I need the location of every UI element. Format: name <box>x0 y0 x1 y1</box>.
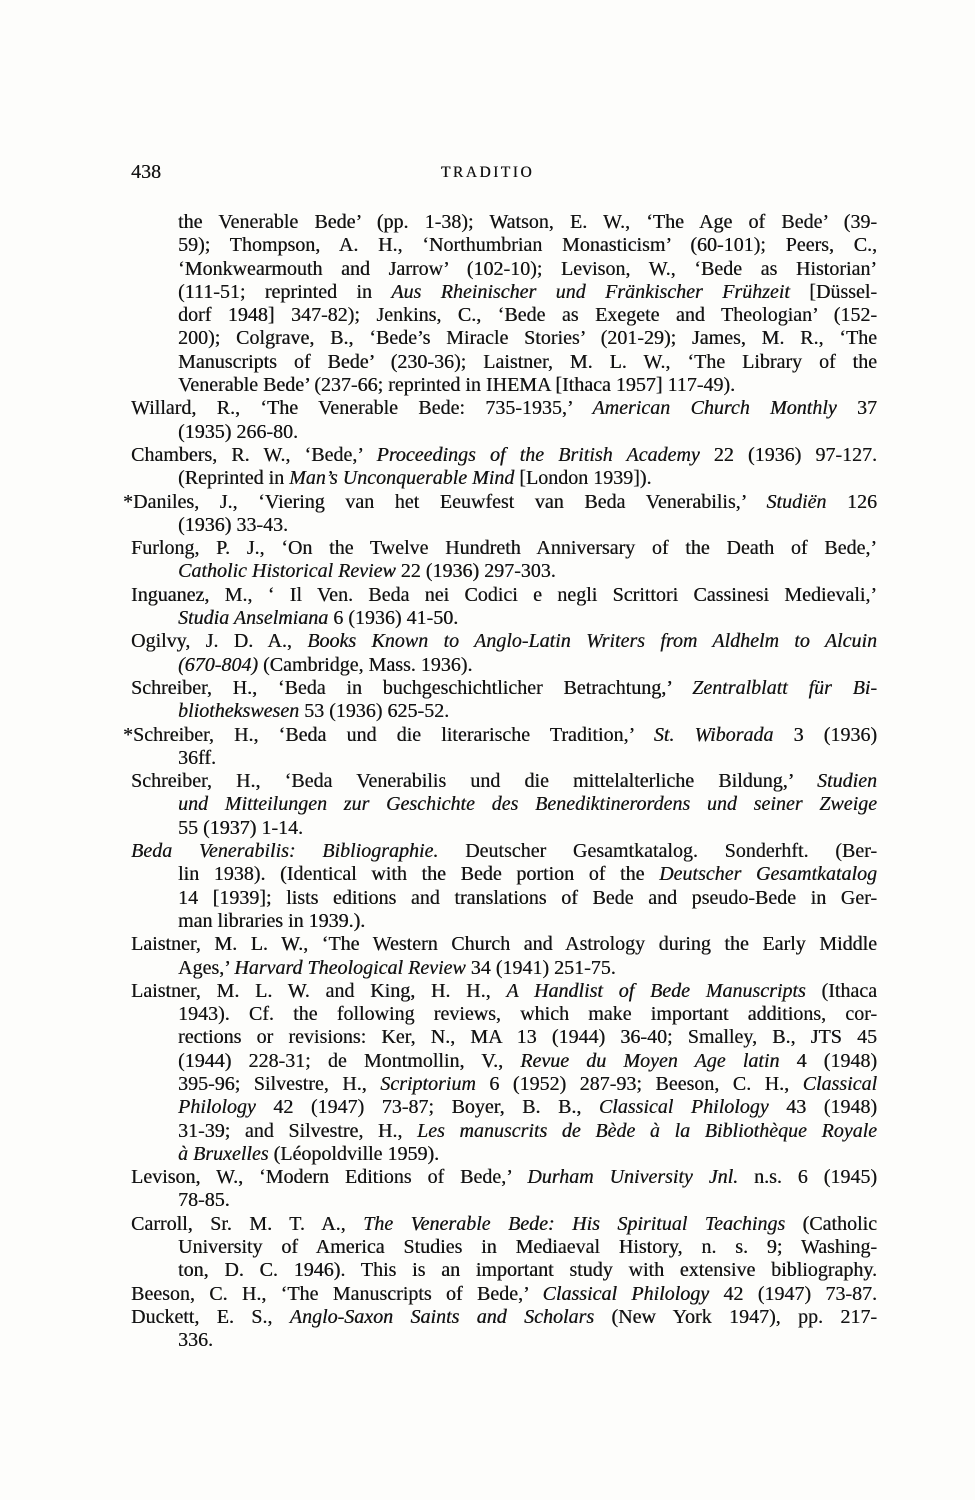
bibliography-line <box>131 1003 877 1026</box>
italic-text-run: Revue du Moyen Age latin <box>520 1049 780 1072</box>
text-run: Deutscher Gesamtkatalog. Sonderhft. (Ber- <box>438 840 877 863</box>
italic-text-run: Deutscher Gesamtkatalog <box>659 863 877 886</box>
text-run: (111-51; reprinted in <box>178 280 392 303</box>
text-run: n.s. 6 (1945) <box>738 1166 877 1189</box>
italic-text-run: St. Wiborada <box>653 723 774 746</box>
text-run: lin 1938). (Identical with the Bede portion of the <box>178 863 660 886</box>
bibliography-line <box>131 863 877 886</box>
italic-text-run: und Mitteilungen zur Geschichte des Benediktinerordens und seiner Zweige <box>178 793 877 816</box>
text-run: rections or revisions: Ker, N., MA 13 (1944) 36-40; Smalley, B., JTS 45 <box>178 1026 877 1049</box>
bibliography-line <box>131 980 877 1003</box>
text-run: 59); Thompson, A. H., ‘Northumbrian Monasticism’ (60-101); Peers, C., <box>178 234 877 257</box>
text-run: 126 <box>826 490 877 513</box>
text-run: (Cambridge, Mass. 1936). <box>257 653 473 676</box>
italic-text-run: Les manuscrits de Bède à la Bibliothèque Royale <box>417 1119 878 1142</box>
bibliography-line <box>131 584 877 607</box>
text-run: (1944) 228-31; de Montmollin, V., <box>178 1049 521 1072</box>
bibliography-line <box>131 607 877 630</box>
page-number: 438 <box>131 161 161 183</box>
bibliography-line <box>131 351 877 374</box>
text-run: 43 (1948) <box>768 1096 878 1119</box>
running-title: TRADITIO <box>440 164 535 181</box>
text-run: 53 (1936) 625-52. <box>299 700 450 723</box>
italic-text-run: Studien <box>817 770 877 793</box>
text-run: Beeson, C. H., ‘The Manuscripts of Bede,’ <box>131 1282 543 1305</box>
text-run: Venerable Bede’ (237-66; reprinted in IHEMA [Ithaca 1957] 117-49). <box>178 374 736 397</box>
bibliography-line <box>131 1306 877 1329</box>
italic-text-run: à Bruxelles <box>178 1142 269 1165</box>
bibliography-line <box>131 467 877 490</box>
bibliography-line <box>131 397 877 420</box>
text-run: (1936) 33-43. <box>178 513 288 536</box>
bibliography-line <box>131 910 877 933</box>
bibliography-line <box>131 770 877 793</box>
bibliography-line <box>131 654 877 677</box>
text-run: 34 (1941) 251-75. <box>465 956 616 979</box>
text-run: Chambers, R. W., ‘Bede,’ <box>131 443 377 466</box>
italic-text-run: Anglo-Saxon Saints and Scholars <box>289 1305 595 1328</box>
text-run: Manuscripts of Bede’ (230-36); Laistner, M. L. W., ‘The Library of the <box>178 350 877 373</box>
bibliography-line <box>131 793 877 816</box>
bibliography-line <box>131 304 877 327</box>
page-header <box>0 160 975 184</box>
text-run: (Ithaca <box>805 979 877 1002</box>
bibliography-line <box>131 421 877 444</box>
bibliography-line <box>131 1213 877 1236</box>
text-run: Willard, R., ‘The Venerable Bede: 735-1935,’ <box>131 397 593 420</box>
text-run: 42 (1947) 73-87. <box>709 1282 877 1305</box>
bibliography-line <box>131 374 877 397</box>
text-run: (1935) 266-80. <box>178 420 298 443</box>
text-run: Ogilvy, J. D. A., <box>131 630 308 653</box>
italic-text-run: Studiën <box>766 490 827 513</box>
bibliography-line <box>131 514 877 537</box>
bibliography-line <box>131 1236 877 1259</box>
text-run: 36ff. <box>178 746 216 769</box>
text-run: 31-39; and Silvestre, H., <box>178 1119 417 1142</box>
text-run: University of America Studies in Mediaeval History, n. s. 9; Washing- <box>178 1236 877 1259</box>
text-run: Inguanez, M., ‘ Il Ven. Beda nei Codici e negli Scrittori Cassinesi Medievali,’ <box>131 583 877 606</box>
bibliography-line <box>131 1073 877 1096</box>
italic-text-run: Scriptorium <box>380 1072 476 1095</box>
bibliography-line <box>131 933 877 956</box>
text-run: Schreiber, H., ‘Beda in buchgeschichtlicher Betrachtung,’ <box>131 676 693 699</box>
bibliography <box>123 211 878 1353</box>
text-run: Ages,’ <box>178 956 235 979</box>
italic-text-run: Classical <box>802 1072 878 1095</box>
italic-text-run: Classical Philology <box>542 1282 710 1305</box>
bibliography-line <box>131 1189 877 1212</box>
bibliography-line <box>131 1166 877 1189</box>
text-run: 55 (1937) 1-14. <box>178 816 303 839</box>
bibliography-line <box>131 1259 877 1282</box>
italic-text-run: Catholic Historical Review <box>178 560 396 583</box>
italic-text-run: Studia Anselmiana <box>178 607 329 630</box>
italic-text-run: Zentralblatt für Bi- <box>692 676 878 699</box>
text-run: 14 [1939]; lists editions and translations of Bede and pseudo-Bede in Ger- <box>178 886 877 909</box>
text-run: (New York 1947), pp. 217- <box>594 1305 877 1328</box>
italic-text-run: Man’s Unconquerable Mind <box>289 467 515 490</box>
text-run: (Catholic <box>785 1212 877 1235</box>
text-run: Furlong, P. J., ‘On the Twelve Hundreth Anniversary of the Death of Bede,’ <box>131 537 877 560</box>
text-run: 1943). Cf. the following reviews, which make important additions, cor- <box>178 1003 877 1026</box>
bibliography-line <box>131 1096 877 1119</box>
text-run: man libraries in 1939.). <box>178 909 366 932</box>
text-run: 37 <box>836 397 878 420</box>
italic-text-run: (670-804) <box>178 653 258 676</box>
text-run: ton, D. C. 1946). This is an important study with extensive bibliography. <box>178 1259 877 1282</box>
text-run: [London 1939]). <box>514 467 652 490</box>
text-run: Laistner, M. L. W. and King, H. H., <box>131 979 507 1002</box>
bibliography-line <box>131 1329 877 1352</box>
italic-text-run: Harvard Theological Review <box>234 956 466 979</box>
bibliography-line <box>131 560 877 583</box>
text-run: [Düssel- <box>789 280 878 303</box>
text-run: *Schreiber, H., ‘Beda und die literarische Tradition,’ <box>123 723 654 746</box>
text-run: *Daniles, J., ‘Viering van het Eeuwfest van Beda Venerabilis,’ <box>123 490 767 513</box>
bibliography-line <box>131 677 877 700</box>
text-run: 3 (1936) <box>773 723 877 746</box>
bibliography-line <box>131 537 877 560</box>
text-run: (Reprinted in <box>178 467 290 490</box>
text-run: 42 (1947) 73-87; Boyer, B. B., <box>255 1096 599 1119</box>
bibliography-line <box>131 1050 877 1073</box>
bibliography-line <box>131 281 877 304</box>
italic-text-run: Classical Philology <box>598 1096 769 1119</box>
bibliography-line <box>131 211 877 234</box>
bibliography-line <box>131 1026 877 1049</box>
bibliography-line <box>131 747 877 770</box>
text-run: (Léopoldville 1959). <box>268 1142 440 1165</box>
text-run: 22 (1936) 97-127. <box>699 443 878 466</box>
italic-text-run: Books Known to Anglo-Latin Writers from Aldhelm to Alcuin <box>307 630 877 653</box>
text-run: 6 (1936) 41-50. <box>328 607 459 630</box>
bibliography-line <box>131 1120 877 1143</box>
text-run: the Venerable Bede’ (pp. 1-38); Watson, E. W., ‘The Age of Bede’ (39- <box>178 211 877 233</box>
bibliography-line <box>131 258 877 281</box>
bibliography-line <box>131 630 877 653</box>
text-run: Duckett, E. S., <box>131 1305 290 1328</box>
text-run: dorf 1948] 347-82); Jenkins, C., ‘Bede as Exegete and Theologian’ (152- <box>178 304 877 327</box>
text-run: 336. <box>178 1329 213 1352</box>
text-run: 6 (1952) 287-93; Beeson, C. H., <box>475 1072 803 1095</box>
italic-text-run: Durham University Jnl. <box>527 1166 739 1189</box>
italic-text-run: Aus Rheinischer und Fränkischer Frühzeit <box>391 280 790 303</box>
bibliography-line <box>131 1143 877 1166</box>
text-run: ‘Monkwearmouth and Jarrow’ (102-10); Levison, W., ‘Bede as Historian’ <box>178 257 877 280</box>
bibliography-line <box>131 444 877 467</box>
italic-text-run: bliothekswesen <box>178 700 300 723</box>
italic-text-run: A Handlist of Bede Manuscripts <box>506 979 806 1002</box>
italic-text-run: Philology <box>178 1096 256 1119</box>
text-run: 78-85. <box>178 1189 230 1212</box>
bibliography-line <box>131 1283 877 1306</box>
italic-text-run: Proceedings of the British Academy <box>376 443 700 466</box>
bibliography-line <box>131 817 877 840</box>
text-run: 200); Colgrave, B., ‘Bede’s Miracle Stories’ (201-29); James, M. R., ‘The <box>178 327 877 350</box>
bibliography-line <box>131 840 877 863</box>
bibliography-line <box>131 957 877 980</box>
bibliography-line <box>123 723 877 747</box>
text-run: 395-96; Silvestre, H., <box>178 1072 381 1095</box>
italic-text-run: Beda Venerabilis: Bibliographie. <box>131 840 439 863</box>
text-run: Schreiber, H., ‘Beda Venerabilis und die mittelalterliche Bildung,’ <box>131 770 817 793</box>
bibliography-line <box>131 700 877 723</box>
bibliography-line <box>131 234 877 257</box>
bibliography-line <box>131 327 877 350</box>
text-run: Levison, W., ‘Modern Editions of Bede,’ <box>131 1166 528 1189</box>
text-run: 22 (1936) 297-303. <box>395 560 556 583</box>
text-run: Carroll, Sr. M. T. A., <box>131 1212 364 1235</box>
text-run: Laistner, M. L. W., ‘The Western Church and Astrology during the Early Middle <box>131 933 877 956</box>
text-run: 4 (1948) <box>779 1049 878 1072</box>
italic-text-run: American Church Monthly <box>592 397 837 420</box>
bibliography-line <box>131 887 877 910</box>
bibliography-line <box>123 490 877 514</box>
italic-text-run: The Venerable Bede: His Spiritual Teachings <box>363 1212 786 1235</box>
